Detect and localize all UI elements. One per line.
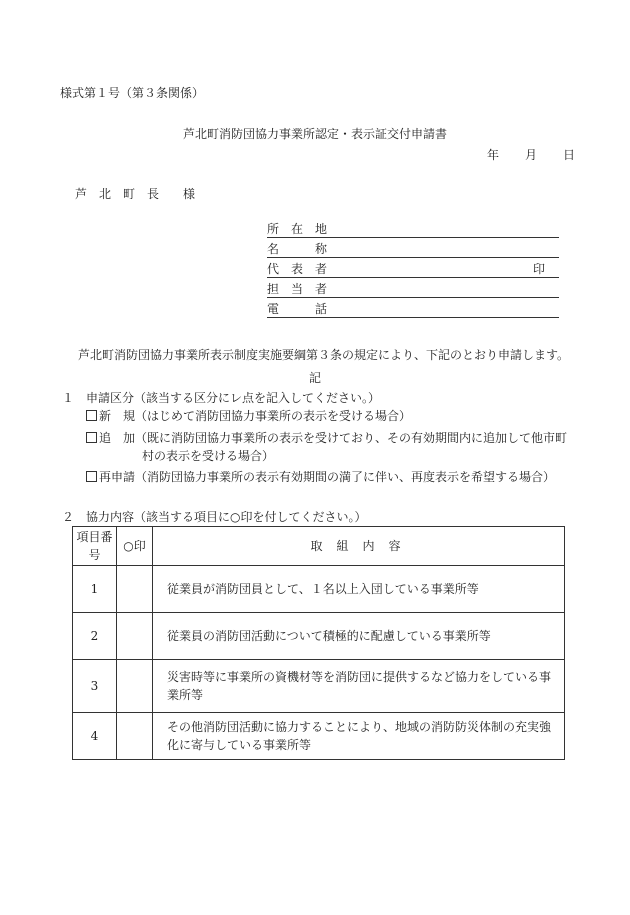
option-new-label: 新 規 — [99, 409, 136, 423]
row-number: 4 — [73, 713, 117, 760]
row-number: 3 — [73, 660, 117, 713]
row-content: 従業員の消防団活動について積極的に配慮している事業所等 — [153, 613, 565, 660]
checkbox-new[interactable] — [86, 410, 97, 421]
representative-label: 代 表 者 — [267, 262, 328, 276]
option-additional-continuation: 村の表示を受ける場合） — [142, 449, 275, 463]
row-content: 従業員が消防団員として、１名以上入団している事業所等 — [153, 566, 565, 613]
row-number: 2 — [73, 613, 117, 660]
row-number: 1 — [73, 566, 117, 613]
mark-cell[interactable] — [117, 660, 153, 713]
ki-heading: 記 — [308, 371, 321, 385]
mark-cell[interactable] — [117, 713, 153, 760]
address-field[interactable] — [267, 222, 559, 238]
address-label: 所 在 地 — [267, 222, 328, 236]
seal-mark: 印 — [532, 262, 545, 276]
table-row — [73, 713, 565, 760]
option-additional-text: （既に消防団協力事業所の表示を受けており、その有効期間内に追加して他市町 — [135, 431, 568, 445]
date-line — [487, 148, 575, 162]
row-content: その他消防団活動に協力することにより、地域の消防防災体制の充実強化に寄与している事業所等 — [153, 713, 565, 760]
name-label: 名 称 — [267, 242, 328, 256]
table-header-row — [73, 527, 565, 566]
table-row — [73, 566, 565, 613]
document-title: 芦北町消防団協力事業所認定・表示証交付申請書 — [182, 127, 447, 141]
option-additional-label: 追 加 — [99, 431, 136, 445]
table-row — [73, 613, 565, 660]
option-reapply[interactable] — [86, 470, 555, 484]
contact-person-label: 担 当 者 — [267, 282, 328, 296]
date-year[interactable]: 年 — [487, 148, 500, 162]
name-field[interactable] — [267, 242, 559, 258]
section2-heading: ２ 協力内容（該当する項目に○印を付してください。） — [62, 510, 367, 524]
addressee: 芦 北 町 長 様 — [75, 187, 196, 201]
row-content: 災害時等に事業所の資機材等を消防団に提供するなど協力をしている事業所等 — [153, 660, 565, 713]
mark-cell[interactable] — [117, 566, 153, 613]
representative-field[interactable] — [267, 262, 559, 278]
table-row — [73, 660, 565, 713]
phone-field[interactable] — [267, 302, 559, 318]
contact-person-field[interactable] — [267, 282, 559, 298]
date-month[interactable]: 月 — [525, 148, 538, 162]
header-item-number: 項目番号 — [73, 527, 117, 566]
option-new-text: （はじめて消防団協力事業所の表示を受ける場合） — [135, 409, 412, 423]
phone-label: 電 話 — [267, 302, 328, 316]
option-new[interactable] — [86, 409, 411, 423]
checkbox-reapply[interactable] — [86, 471, 97, 482]
date-day[interactable]: 日 — [563, 148, 576, 162]
header-content: 取組内容 — [153, 527, 565, 566]
checkbox-additional[interactable] — [86, 432, 97, 443]
header-mark: ○印 — [117, 527, 153, 566]
intro-text: 芦北町消防団協力事業所表示制度実施要綱第３条の規定により、下記のとおり申請します。 — [78, 348, 570, 362]
option-reapply-text: （消防団協力事業所の表示有効期間の満了に伴い、再度表示を希望する場合） — [135, 470, 556, 484]
option-additional[interactable] — [86, 431, 567, 445]
mark-cell[interactable] — [117, 613, 153, 660]
section1-heading: １ 申請区分（該当する区分にレ点を記入してください。） — [62, 391, 381, 405]
form-number: 様式第１号（第３条関係） — [60, 86, 205, 100]
cooperation-table — [72, 526, 565, 760]
option-reapply-label: 再申請 — [99, 470, 136, 484]
